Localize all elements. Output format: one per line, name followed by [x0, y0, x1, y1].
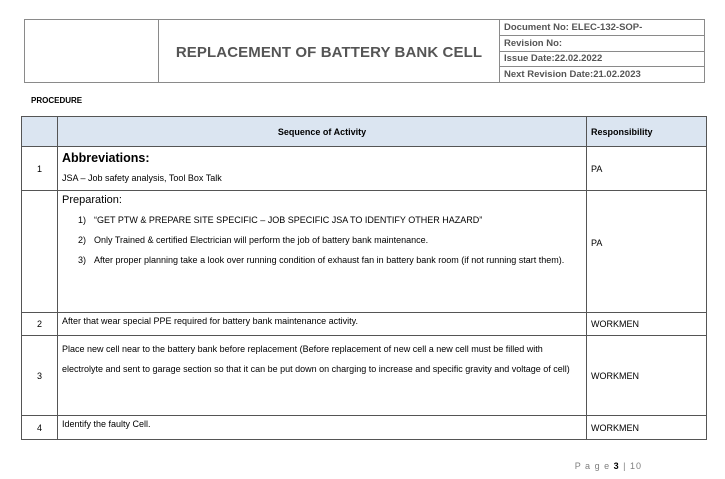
next-revision-date: Next Revision Date:21.02.2023: [504, 69, 641, 81]
activity-cell: Identify the faulty Cell.: [58, 416, 587, 440]
table-header-row: [22, 117, 707, 147]
table-row: [22, 147, 707, 191]
number-column-header: [22, 117, 58, 147]
revision-number: Revision No:: [500, 36, 704, 52]
document-number: Document No: ELEC-132-SOP-: [500, 20, 704, 36]
responsibility-cell: PA: [587, 147, 707, 191]
title-cell: [159, 20, 500, 82]
page-separator: |: [623, 461, 627, 471]
list-item: [78, 250, 582, 270]
list-item-number: 1): [78, 215, 87, 225]
list-item-text: “GET PTW & PREPARE SITE SPECIFIC – JOB SPECIFIC JSA TO IDENTIFY OTHER HAZARD”: [94, 215, 483, 225]
row-number: 4: [22, 416, 58, 440]
responsibility-column-header: Responsibility: [587, 117, 707, 147]
page-footer: [575, 461, 642, 471]
document-title: REPLACEMENT OF BATTERY BANK CELL: [175, 43, 483, 61]
list-item: [78, 210, 582, 230]
table-row: [22, 313, 707, 336]
activity-column-header: Sequence of Activity: [58, 117, 587, 147]
row-number: [22, 191, 58, 313]
document-header: [24, 19, 705, 83]
page-label: P a g e: [574, 461, 611, 471]
list-item: [78, 230, 582, 250]
activity-cell: [58, 147, 587, 191]
responsibility-cell: WORKMEN: [587, 416, 707, 440]
procedure-label: PROCEDURE: [31, 96, 83, 105]
row-number: 3: [22, 336, 58, 416]
page-number: 3: [613, 461, 620, 471]
responsibility-cell: WORKMEN: [587, 313, 707, 336]
activity-cell: [58, 191, 587, 313]
page-total: 10: [629, 461, 642, 471]
activity-cell: Place new cell near to the battery bank before replacement (Before replacement of new cell a new cell must be filled with electrolyte and sent to garage section so that it can be put down on charging to increase and specific gravity and voltage of cell): [58, 336, 587, 416]
responsibility-cell: PA: [587, 191, 707, 313]
document-meta: [500, 20, 704, 82]
abbreviations-heading: Abbreviations:: [62, 151, 150, 165]
table-row: [22, 191, 707, 313]
abbreviations-text: JSA – Job safety analysis, Tool Box Talk: [62, 173, 222, 183]
table-row: [22, 336, 707, 416]
issue-date: Issue Date:22.02.2022: [500, 52, 704, 68]
logo-cell: [25, 20, 159, 82]
activity-cell: After that wear special PPE required for battery bank maintenance activity.: [58, 313, 587, 336]
row-number: 1: [22, 147, 58, 191]
list-item-text: Only Trained & certified Electrician will perform the job of battery bank maintenance.: [94, 235, 429, 245]
preparation-heading: Preparation:: [62, 194, 122, 206]
row-number: 2: [22, 313, 58, 336]
list-item-number: 3): [78, 255, 87, 265]
procedure-table: [21, 116, 707, 440]
list-item-number: 2): [78, 235, 87, 245]
preparation-list: [62, 210, 582, 270]
list-item-text: After proper planning take a look over running condition of exhaust fan in battery bank room (if not running start them).: [94, 255, 565, 265]
table-row: [22, 416, 707, 440]
responsibility-cell: WORKMEN: [587, 336, 707, 416]
